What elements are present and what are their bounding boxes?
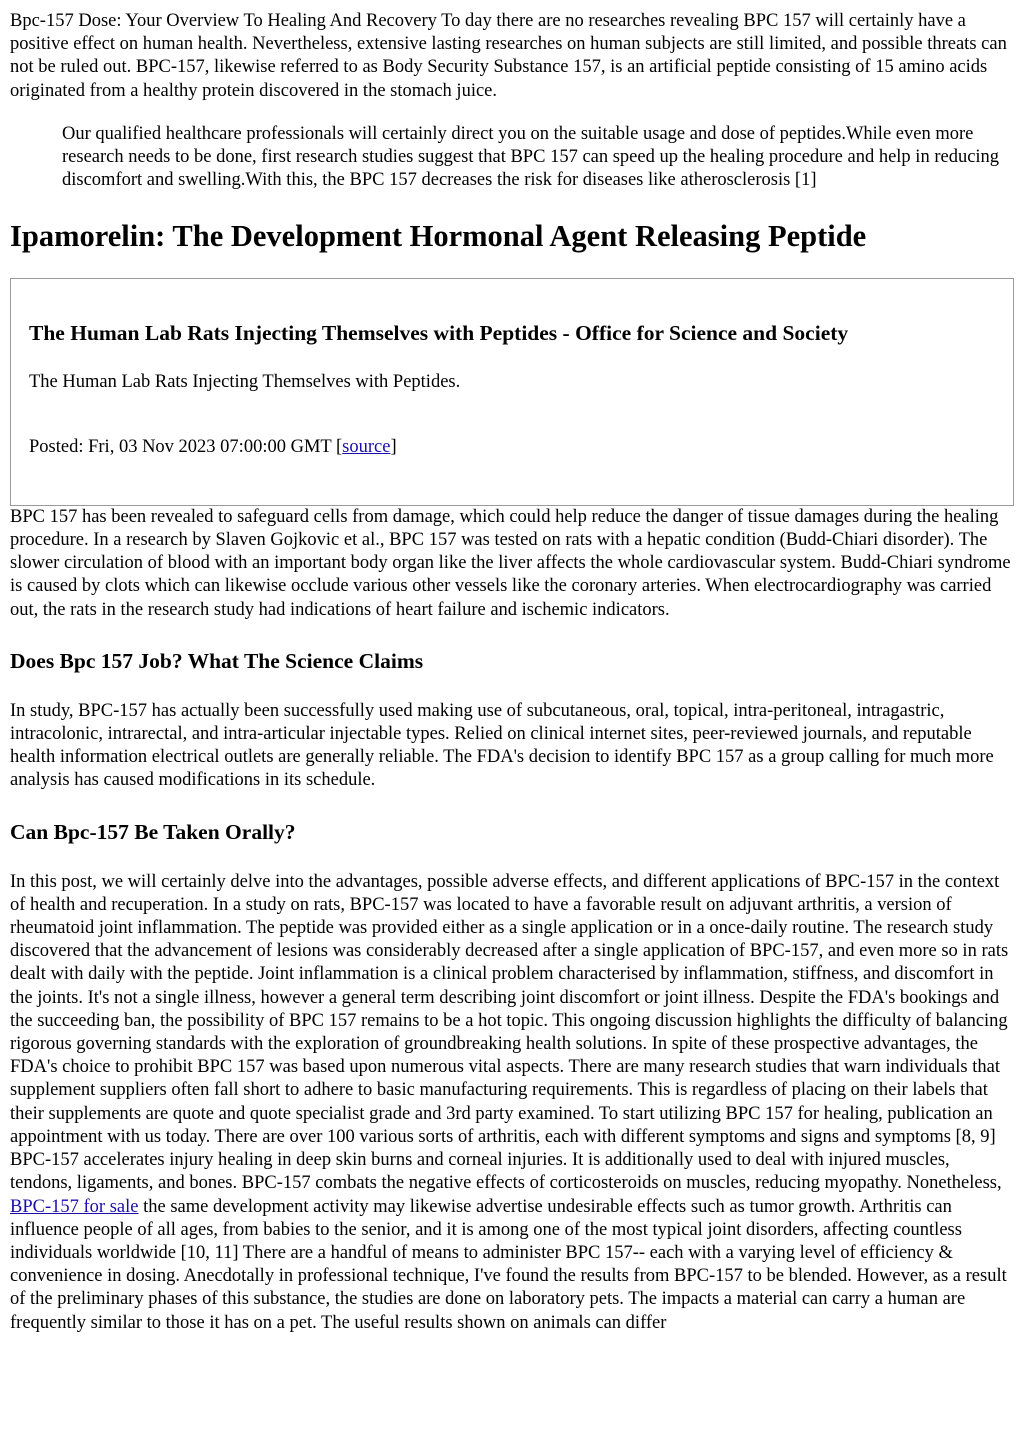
news-posted xyxy=(29,436,995,459)
news-summary: The Human Lab Rats Injecting Themselves with Peptides. xyxy=(29,372,461,393)
heading-taken-orally: Can Bpc-157 Be Taken Orally? xyxy=(10,819,296,844)
heading-does-bpc-work: Does Bpc 157 Job? What The Science Claims xyxy=(10,648,424,673)
paragraph-advantages-continued: the same development activity may likewise advertise undesirable effects such as tumor growth. Arthritis can influence people of all ages, from babies to the senior, and it is among one of the most typical joint disorders, affecting countless individuals worldwide [10, 11] There are a handful of means to administer BPC 157-- each with a varying level of efficiency & convenience in dosing. Anecdotally in professional technique, I've found the results from BPC-157 to be blended. However, as a result of the preliminary phases of this substance, the studies are done on laboratory pets. The impacts a material can carry a human are frequently similar to those it has on a pet. The useful results shown on animals can differ xyxy=(10,1196,1007,1333)
posted-date: Posted: Fri, 03 Nov 2023 07:00:00 GMT [ xyxy=(29,436,343,457)
posted-close-bracket: ] xyxy=(390,436,397,457)
news-card xyxy=(10,278,1014,505)
heading-ipamorelin: Ipamorelin: The Development Hormonal Agent Releasing Peptide xyxy=(10,219,867,254)
paragraph-advantages xyxy=(10,871,1014,1335)
paragraph-advantages-text: In this post, we will certainly delve into the advantages, possible adverse effects, and different applications of BPC-157 in the context of health and recuperation. In a study on rats, BPC-157 was located to have a favorable result on adjuvant arthritis, a version of rheumatoid joint inflammation. The peptide was provided either as a single application or in a once-daily routine. The research study discovered that the advancement of lesions was considerably decreased after a single application of BPC-157, and even more so in rats dealt with daily with the peptide. Joint inflammation is a clinical problem characterised by inflammation, stiffness, and discomfort in the joints. It's not a single illness, however a general term describing joint discomfort or joint illness. Despite the FDA's bookings and the succeeding ban, the possibility of BPC 157 remains to be a hot topic. This ongoing discussion highlights the difficulty of balancing rigorous governing standards with the exploration of groundbreaking health solutions. In spite of these prospective advantages, the FDA's choice to prohibit BPC 157 was based upon numerous vital aspects. There are many research studies that warn individuals that supplement suppliers often fall short to adhere to basic manufacturing requirements. This is regardless of placing on their labels that their supplements are quote and quote specialist grade and 3rd party examined. To start utilizing BPC 157 for healing, publication an appointment with us today. There are over 100 various sorts of arthritis, each with different symptoms and signs and symptoms [8, 9] BPC-157 accelerates injury healing in deep skin burns and corneal injuries. It is additionally used to deal with injured muscles, tendons, ligaments, and bones. BPC-157 combats the negative effects of corticosteroids on muscles, reducing myopathy. Nonetheless, xyxy=(10,871,1009,1194)
paragraph-study-forms: In study, BPC-157 has actually been successfully used making use of subcutaneous, oral, topical, intra-peritoneal, intragastric, intracolonic, intrarectal, and intra-articular injectable types. Relied on clinical internet sites, peer-reviewed journals, and reputable health information electrical outlets are generally reliable. The FDA's decision to identify BPC 157 as a group calling for much more analysis has caused modifications in its schedule. xyxy=(10,700,994,791)
source-link[interactable]: source xyxy=(342,436,391,457)
bpc-for-sale-link[interactable]: BPC-157 for sale xyxy=(10,1196,139,1217)
blockquote: Our qualified healthcare professionals will certainly direct you on the suitable usage and dose of peptides.While even more research needs to be done, first research studies suggest that BPC 157 can speed up the healing procedure and help in reducing discomfort and swelling.With this, the BPC 157 decreases the risk for diseases like atherosclerosis [1] xyxy=(62,123,1000,191)
intro-paragraph: Bpc-157 Dose: Your Overview To Healing And Recovery To day there are no researches revealing BPC 157 will certainly have a positive effect on human health. Nevertheless, extensive lasting researches on human subjects are still limited, and possible threats can not be ruled out. BPC-157, likewise referred to as Body Security Substance 157, is an artificial peptide consisting of 15 amino acids originated from a healthy protein discovered in the stomach juice. xyxy=(10,11,1007,101)
paragraph-bpc-cells: BPC 157 has been revealed to safeguard cells from damage, which could help reduce the danger of tissue damages during the healing procedure. In a research by Slaven Gojkovic et al., BPC 157 was tested on rats with a hepatic condition (Budd-Chiari disorder). The slower circulation of blood with an important body organ like the liver affects the whole cardiovascular system. Budd-Chiari syndrome is caused by clots which can likewise occlude various other vessels like the coronary arteries. When electrocardiography was carried out, the rats in the research study had indications of heart failure and ischemic indicators. xyxy=(10,506,1011,620)
news-title: The Human Lab Rats Injecting Themselves with Peptides - Office for Science and Society xyxy=(29,321,849,346)
